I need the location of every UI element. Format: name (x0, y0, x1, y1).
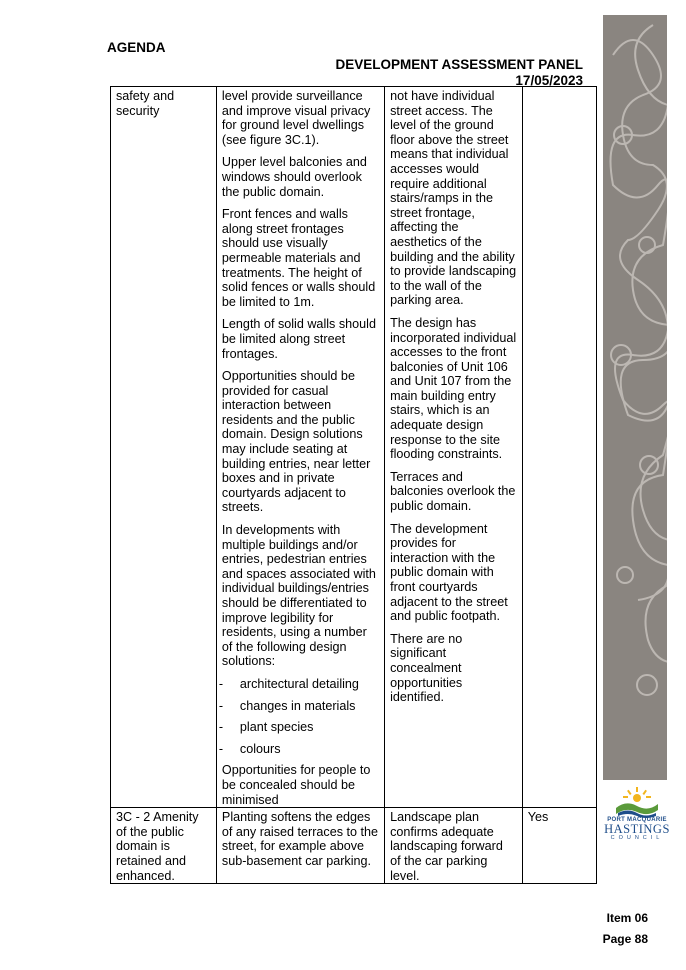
assessment-table (110, 86, 597, 884)
meeting-date: 17/05/2023 (515, 73, 583, 88)
guidance-paragraph: Length of solid walls should be limited along street frontages. (221, 317, 376, 361)
compliance-text: Yes (527, 810, 549, 825)
response-paragraph: There are no significant concealment opportunities identified. (390, 631, 463, 705)
guidance-cell (216, 808, 384, 884)
guidance-paragraph: level provide surveillance and improve visual privacy for ground level dwellings (see figure 3C.1). (221, 89, 371, 147)
logo-line-3: COUNCIL (610, 835, 664, 841)
item-number: Item 06 (606, 911, 648, 925)
response-paragraph: The design has incorporated individual accesses to the front balconies of Unit 106 and Unit 107 from the main building entry stairs, which is an adequate design response to the site flooding constraints. (390, 315, 517, 462)
list-item: - architectural detailing (222, 677, 379, 692)
guidance-paragraph: In developments with multiple buildings and/or entries, pedestrian entries and spaces associated with individual buildings/entries should be differentiated to improve legibility for residents, using a number of the following design solutions: (221, 523, 376, 669)
response-paragraph: not have individual street access. The level of the ground floor above the street means that individual accesses would require additional stairs/ramps in the street frontage, affecting the aesthetics of the building and the ability to provide landscaping to the wall of the parking area. (390, 89, 517, 308)
guidance-cell (216, 87, 384, 808)
guidance-text: Planting softens the edges of any raised terraces to the street, for example above sub-basement car parking. (221, 810, 379, 868)
response-paragraph: Terraces and balconies overlook the public domain. (390, 469, 516, 514)
objective-text: 3C - 2 Amenity of the public domain is retained and enhanced. (116, 810, 199, 883)
objective-cell (111, 87, 217, 808)
guidance-paragraph: Front fences and walls along street frontages should use visually permeable materials and treatments. The height of solid fences or walls should be limited to 1m. (221, 207, 376, 309)
guidance-paragraph: Opportunities should be provided for casual interaction between residents and the public domain. Design solutions may include seating at building entries, near letter boxes and in private courtyards adjacent to streets. (221, 369, 371, 515)
decorative-sidebar (603, 15, 667, 780)
panel-title: DEVELOPMENT ASSESSMENT PANEL (335, 57, 583, 72)
response-paragraph: The development provides for interaction with the public domain with front courtyards adjacent to the street and public footpath. (390, 521, 508, 624)
response-cell (385, 87, 523, 808)
objective-text: safety and security (116, 89, 175, 118)
swirl-pattern (603, 15, 667, 780)
agenda-heading: AGENDA (107, 40, 166, 55)
response-cell (385, 808, 523, 884)
list-item: - colours (222, 742, 379, 757)
page-number: Page 88 (602, 932, 648, 946)
guidance-paragraph: Opportunities for people to be concealed should be minimised (221, 763, 371, 807)
objective-cell (111, 808, 217, 884)
compliance-cell (522, 87, 596, 808)
list-item: - changes in materials (222, 699, 379, 714)
logo-line-2: HASTINGS (604, 822, 670, 836)
list-item: - plant species (222, 720, 379, 735)
compliance-cell (522, 808, 596, 884)
logo-line-1: PORT MACQUARIE (607, 817, 667, 823)
table-row (111, 87, 597, 808)
table-row (111, 808, 597, 884)
design-solutions-list (222, 677, 379, 756)
response-text: Landscape plan confirms adequate landscaping forward of the car parking level. (390, 810, 503, 883)
council-logo-text (602, 817, 672, 841)
guidance-paragraph: Upper level balconies and windows should overlook the public domain. (221, 155, 367, 199)
